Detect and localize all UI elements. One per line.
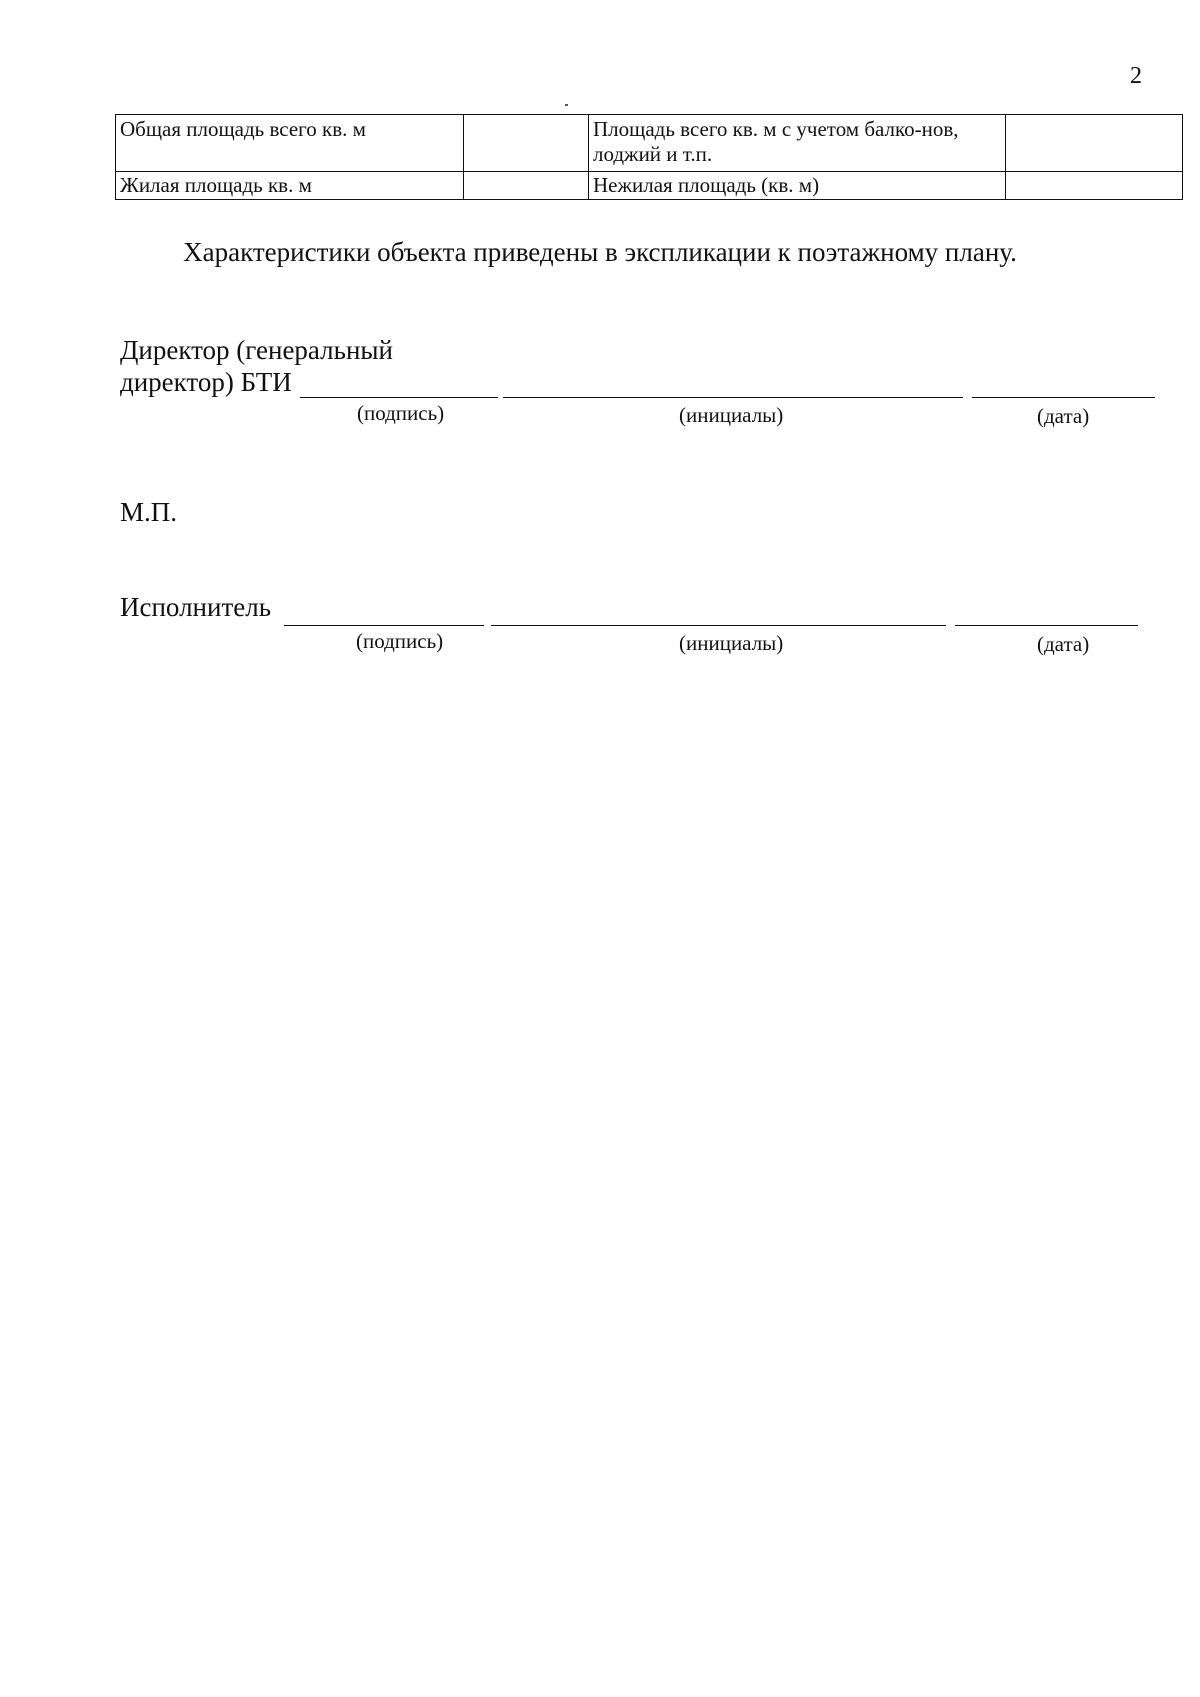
area-with-balconies-value [1006,115,1183,172]
director-date-caption: (дата) [1037,404,1090,428]
executor-signature-line [284,625,484,626]
stamp-place: М.П. [120,497,178,527]
director-label-line2: директор) БТИ [120,367,292,398]
non-living-area-value [1006,172,1183,200]
scan-dot [565,104,568,106]
non-living-area-label: Нежилая площадь (кв. м) [589,172,1006,200]
living-area-label: Жилая площадь кв. м [116,172,464,200]
characteristics-note: Характеристики объекта приведены в экспликации к поэтажному плану. [183,237,1017,267]
total-area-label: Общая площадь всего кв. м [116,115,464,172]
director-signature-caption: (подпись) [357,401,445,425]
executor-initials-line [491,625,946,626]
executor-date-line [955,625,1138,626]
area-table [115,114,1183,200]
page-number: 2 [1130,63,1142,89]
director-label [120,334,393,399]
executor-signature-caption: (подпись) [356,629,444,653]
executor-date-caption: (дата) [1037,632,1090,656]
living-area-value [464,172,589,200]
executor-initials-caption: (инициалы) [679,631,784,655]
director-date-line [972,397,1155,398]
table-row [116,172,1183,200]
director-label-line1: Директор (генеральный [120,335,393,365]
director-signature-line [300,397,498,398]
table-row [116,115,1183,172]
director-initials-line [503,397,963,398]
total-area-value [464,115,589,172]
executor-label: Исполнитель [120,592,272,622]
director-initials-caption: (инициалы) [679,403,784,427]
area-with-balconies-label: Площадь всего кв. м с учетом балко-нов, лоджий и т.п. [589,115,1006,172]
